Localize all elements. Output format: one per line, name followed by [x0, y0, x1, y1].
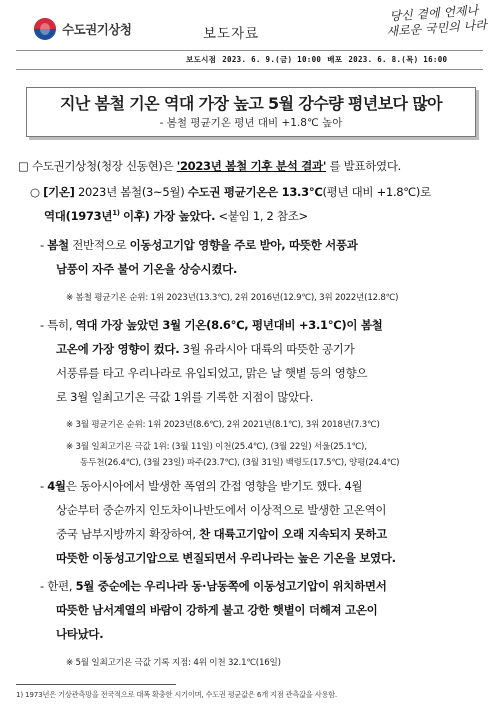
dash-3-line-4: 따뜻한 이동성고기압으로 변질되면서 우리나라는 높은 기온을 보였다.: [56, 551, 396, 565]
section-temp-line-2: [44, 208, 308, 224]
note-spring-rank: ※ 봄철 평균기온 순위: 1위 2023년(13.3℃), 2위 2016년(12.9℃), 3위 2022년(12.8℃): [66, 293, 399, 303]
org-name: 수도권기상청: [62, 22, 132, 37]
dash-4-line-1: [40, 578, 387, 594]
note-march-rank: ※ 3월 평균기온 순위: 1위 2023년(8.6℃), 2위 2021년(8.1℃), 3위 2018년(7.3℃): [66, 420, 380, 430]
release-label: 보도시점: [186, 55, 217, 64]
para-1-text-a: 수도권기상청(청장 신동현)은: [31, 159, 174, 173]
circle-bullet-icon: ○: [30, 185, 40, 199]
dash-2-b: 역대 가장 높았던 3월 기온(8.6℃, 평년대비 +3.1℃)이 봄철: [75, 318, 383, 332]
section-temp-diff: (평년 대비 +1.8℃)로: [322, 185, 431, 199]
dist-value: 2023. 6. 8.(목) 16:00: [348, 55, 448, 64]
section-temp-avg: 수도권 평균기온은 13.3℃: [187, 185, 323, 199]
para-1-text-c: 를 발표하였다.: [329, 159, 402, 173]
dash-1-a: 봄철: [47, 238, 69, 252]
footnote-divider: [16, 684, 176, 685]
dash-4-line-2: 따뜻한 남서계열의 바람이 강하게 불고 강한 햇볕이 더해져 고온이: [56, 603, 378, 617]
embargo-info: [186, 54, 453, 65]
footnote: 1) 1973년은 기상관측망을 전국적으로 대폭 확충한 시기이며, 수도권 평균값은 6개 지점 관측값을 사용함.: [16, 690, 338, 699]
square-bullet-icon: □: [18, 159, 29, 173]
footnote-ref: 1): [112, 209, 120, 218]
slogan-line-1: 당신 곁에 언제나: [389, 3, 479, 24]
dash-4-c: 우리나라 동·남동쪽에 이동성고기압이 위치하면서: [144, 579, 387, 593]
dash-4-b: 5월 중순에는: [75, 579, 142, 593]
embargo-divider: [16, 69, 483, 70]
headline-box: [26, 87, 476, 137]
dash-bullet: -: [40, 479, 44, 493]
government-slogan: [386, 3, 491, 40]
section-temp-record: 역대(1973년: [44, 209, 113, 223]
header-divider: [16, 50, 483, 51]
dash-4-line-3: 나타났다.: [56, 627, 104, 641]
dash-2-line-4: 로 3월 일최고기온 극값 1위를 기록한 지점이 많았다.: [56, 390, 314, 404]
dash-3-b: 은 동아시아에서 발생한 폭염의 간접 영향을 받기도 했다. 4월: [65, 479, 363, 493]
note-may-extreme: ※ 5월 일최고기온 극값 기록 지점: 4위 이천 32.1℃(16일): [66, 658, 281, 668]
dash-bullet: -: [40, 579, 44, 593]
dash-3-e: 찬 대륙고기압이 오래 지속되지 못하고: [199, 527, 387, 541]
dash-2-line-1: [40, 317, 382, 333]
release-value: 2023. 6. 9.(금) 10:00: [222, 55, 322, 64]
attachment-ref: <붙임 1, 2 참조>: [218, 209, 308, 223]
note-march-extreme-1: ※ 3월 일최고기온 극값 1위: (3월 11일) 이천(25.4℃), (3월 22일) 서울(25.1℃),: [66, 442, 367, 452]
dash-1-c: 이동성고기압 영향을 주로 받아, 따뜻한 서풍과: [129, 238, 358, 252]
dash-bullet: -: [40, 318, 44, 332]
dist-label: 배포: [327, 55, 343, 64]
dash-3-d: 중국 남부지방까지 확장하여,: [56, 527, 196, 541]
dash-1-line-2: 남풍이 자주 불어 기온을 상승시켰다.: [56, 262, 238, 276]
dash-2-a: 특히,: [47, 318, 73, 332]
slogan-line-2: 새로운 국민의 나라: [386, 17, 488, 39]
doc-type-label: 보도자료: [203, 26, 260, 42]
dash-bullet: -: [40, 238, 44, 252]
section-temp-line-1: [30, 184, 431, 200]
dash-4-a: 한편,: [47, 579, 73, 593]
para-1-report-title: '2023년 봄철 기후 분석 결과': [176, 159, 327, 173]
section-temp-record-b: 이후) 가장 높았다.: [123, 209, 216, 223]
section-temp-tag: [기온]: [43, 185, 75, 199]
dash-3-line-2: 상순부터 중순까지 인도차이나반도에서 이상적으로 발생한 고온역이: [56, 503, 387, 517]
dash-3-line-3: [56, 526, 387, 542]
note-march-extreme-2: 동두천(26.4℃), (3월 23일) 파주(23.7℃), (3월 31일) 백령도(17.5℃), 양평(24.4℃): [80, 458, 400, 468]
main-title: 지난 봄철 기온 역대 가장 높고 5월 강수량 평년보다 많아: [59, 94, 443, 113]
taegeuk-emblem-icon: [34, 18, 56, 40]
dash-2-line-2: [56, 341, 354, 357]
dash-1-b: 전반적으로: [72, 238, 127, 252]
para-1: [18, 158, 401, 174]
kma-logo: [34, 14, 131, 44]
sub-title: - 봄철 평균기온 평년 대비 +1.8℃ 높아: [159, 117, 343, 129]
dash-2-c: 고온에 가장 영향이 컸다.: [56, 342, 180, 356]
dash-3-a: 4월: [47, 479, 66, 493]
dash-2-d: 3월 유라시아 대륙의 따뜻한 공기가: [182, 342, 355, 356]
dash-3-line-1: [40, 478, 362, 494]
dash-2-line-3: 서풍류를 타고 우리나라로 유입되었고, 맑은 날 햇볕 등의 영향으: [56, 366, 368, 380]
dash-1-line-1: [40, 237, 358, 253]
section-temp-period: 2023년 봄철(3~5월): [78, 185, 185, 199]
